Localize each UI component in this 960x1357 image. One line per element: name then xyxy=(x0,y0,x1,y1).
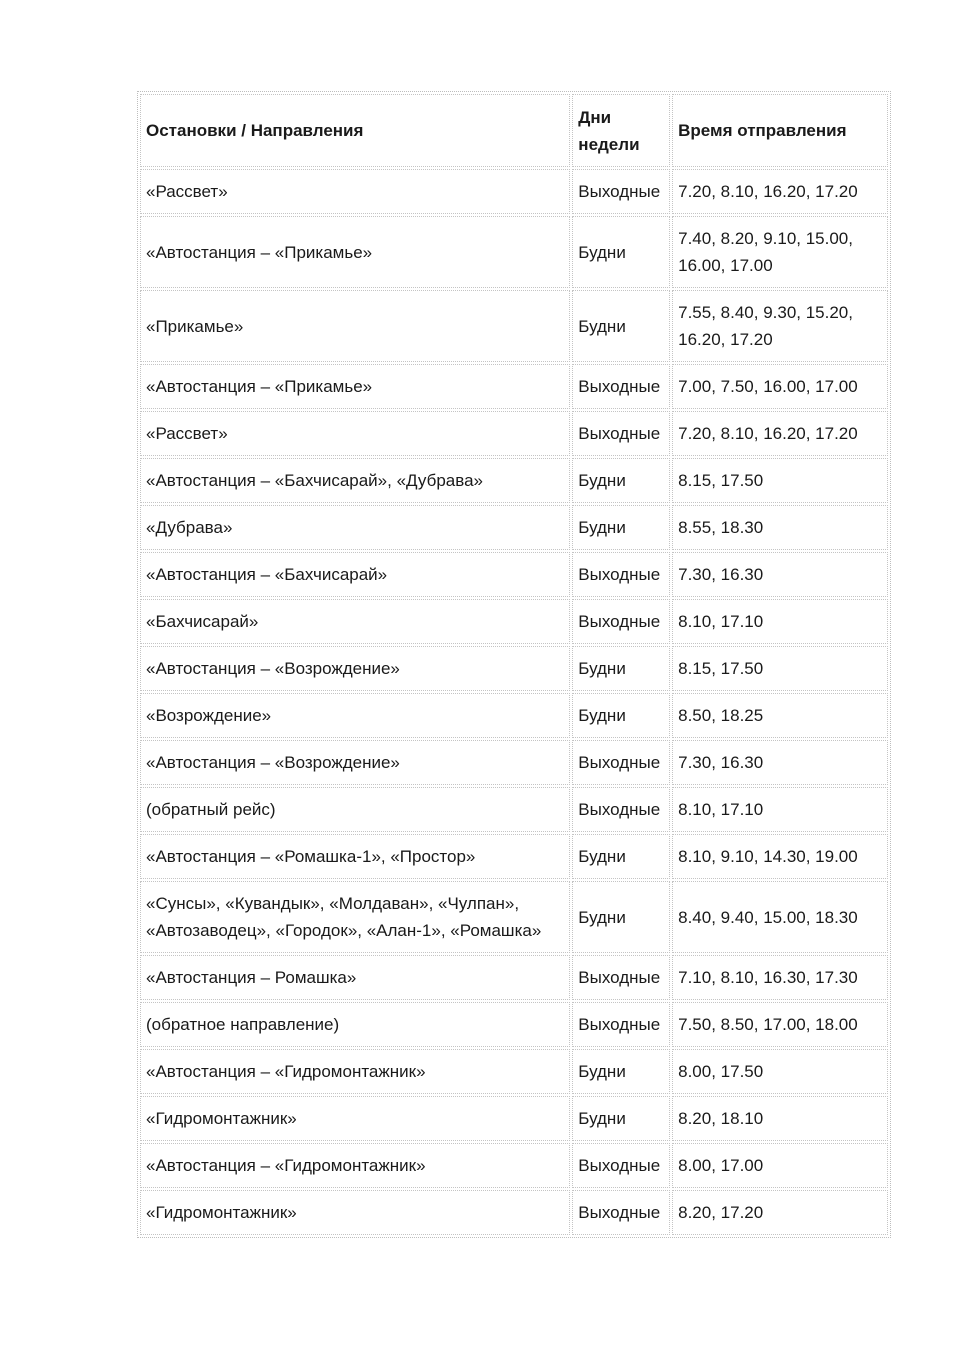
header-row xyxy=(140,94,888,167)
table-row xyxy=(140,1143,888,1188)
cell-stop: «Гидромонтажник» xyxy=(140,1096,570,1141)
cell-days: Выходные xyxy=(572,364,670,409)
cell-stop: «Рассвет» xyxy=(140,169,570,214)
cell-days: Выходные xyxy=(572,1190,670,1235)
cell-time: 8.15, 17.50 xyxy=(672,458,888,503)
cell-time: 8.10, 17.10 xyxy=(672,787,888,832)
cell-stop: «Автостанция – «Бахчисарай» xyxy=(140,552,570,597)
cell-days: Будни xyxy=(572,1096,670,1141)
cell-stop: «Автостанция – «Прикамье» xyxy=(140,216,570,288)
table-row xyxy=(140,1002,888,1047)
cell-days: Выходные xyxy=(572,1002,670,1047)
cell-stop: (обратное направление) xyxy=(140,1002,570,1047)
cell-days: Будни xyxy=(572,834,670,879)
cell-time: 7.40, 8.20, 9.10, 15.00, 16.00, 17.00 xyxy=(672,216,888,288)
table-row xyxy=(140,834,888,879)
table-body xyxy=(140,169,888,1235)
table-row xyxy=(140,1096,888,1141)
table-row xyxy=(140,646,888,691)
cell-stop: «Гидромонтажник» xyxy=(140,1190,570,1235)
cell-days: Выходные xyxy=(572,955,670,1000)
cell-stop: «Сунсы», «Кувандык», «Молдаван», «Чулпан», «Автозаводец», «Городок», «Алан-1», «Ромашка» xyxy=(140,881,570,953)
cell-stop: «Дубрава» xyxy=(140,505,570,550)
cell-stop: «Рассвет» xyxy=(140,411,570,456)
cell-stop: «Автостанция – «Гидромонтажник» xyxy=(140,1049,570,1094)
table-row xyxy=(140,552,888,597)
cell-days: Выходные xyxy=(572,787,670,832)
cell-stop: «Автостанция – «Бахчисарай», «Дубрава» xyxy=(140,458,570,503)
cell-time: 8.00, 17.00 xyxy=(672,1143,888,1188)
table-row xyxy=(140,1190,888,1235)
cell-stop: «Бахчисарай» xyxy=(140,599,570,644)
cell-time: 7.20, 8.10, 16.20, 17.20 xyxy=(672,411,888,456)
cell-days: Будни xyxy=(572,646,670,691)
cell-days: Будни xyxy=(572,1049,670,1094)
table-row xyxy=(140,599,888,644)
table-row xyxy=(140,693,888,738)
table-row xyxy=(140,216,888,288)
cell-days: Выходные xyxy=(572,552,670,597)
cell-days: Будни xyxy=(572,290,670,362)
table-row xyxy=(140,169,888,214)
cell-time: 8.40, 9.40, 15.00, 18.30 xyxy=(672,881,888,953)
header-departure-time: Время отправления xyxy=(672,94,888,167)
table-row xyxy=(140,458,888,503)
cell-time: 7.10, 8.10, 16.30, 17.30 xyxy=(672,955,888,1000)
cell-time: 8.10, 17.10 xyxy=(672,599,888,644)
table-row xyxy=(140,787,888,832)
cell-days: Выходные xyxy=(572,740,670,785)
cell-time: 8.50, 18.25 xyxy=(672,693,888,738)
cell-time: 8.15, 17.50 xyxy=(672,646,888,691)
cell-stop: «Возрождение» xyxy=(140,693,570,738)
cell-days: Выходные xyxy=(572,169,670,214)
cell-time: 7.50, 8.50, 17.00, 18.00 xyxy=(672,1002,888,1047)
cell-stop: (обратный рейс) xyxy=(140,787,570,832)
table-row xyxy=(140,505,888,550)
cell-stop: «Прикамье» xyxy=(140,290,570,362)
table-row xyxy=(140,740,888,785)
header-stops: Остановки / Направления xyxy=(140,94,570,167)
cell-time: 8.20, 18.10 xyxy=(672,1096,888,1141)
cell-stop: «Автостанция – «Возрождение» xyxy=(140,740,570,785)
cell-days: Будни xyxy=(572,505,670,550)
cell-stop: «Автостанция – «Ромашка-1», «Простор» xyxy=(140,834,570,879)
table-row xyxy=(140,881,888,953)
cell-time: 7.20, 8.10, 16.20, 17.20 xyxy=(672,169,888,214)
cell-time: 8.00, 17.50 xyxy=(672,1049,888,1094)
cell-days: Выходные xyxy=(572,599,670,644)
cell-time: 7.00, 7.50, 16.00, 17.00 xyxy=(672,364,888,409)
table-row xyxy=(140,364,888,409)
table-header xyxy=(140,94,888,167)
schedule-table xyxy=(137,91,891,1238)
cell-days: Выходные xyxy=(572,411,670,456)
header-days: Дни недели xyxy=(572,94,670,167)
cell-stop: «Автостанция – «Возрождение» xyxy=(140,646,570,691)
cell-time: 8.20, 17.20 xyxy=(672,1190,888,1235)
cell-days: Будни xyxy=(572,458,670,503)
cell-time: 8.10, 9.10, 14.30, 19.00 xyxy=(672,834,888,879)
cell-time: 7.55, 8.40, 9.30, 15.20, 16.20, 17.20 xyxy=(672,290,888,362)
cell-stop: «Автостанция – Ромашка» xyxy=(140,955,570,1000)
cell-time: 7.30, 16.30 xyxy=(672,740,888,785)
table-row xyxy=(140,1049,888,1094)
table-row xyxy=(140,955,888,1000)
cell-days: Будни xyxy=(572,693,670,738)
table-row xyxy=(140,290,888,362)
cell-stop: «Автостанция – «Гидромонтажник» xyxy=(140,1143,570,1188)
table-row xyxy=(140,411,888,456)
cell-stop: «Автостанция – «Прикамье» xyxy=(140,364,570,409)
cell-days: Будни xyxy=(572,216,670,288)
cell-days: Выходные xyxy=(572,1143,670,1188)
cell-time: 7.30, 16.30 xyxy=(672,552,888,597)
cell-days: Будни xyxy=(572,881,670,953)
cell-time: 8.55, 18.30 xyxy=(672,505,888,550)
